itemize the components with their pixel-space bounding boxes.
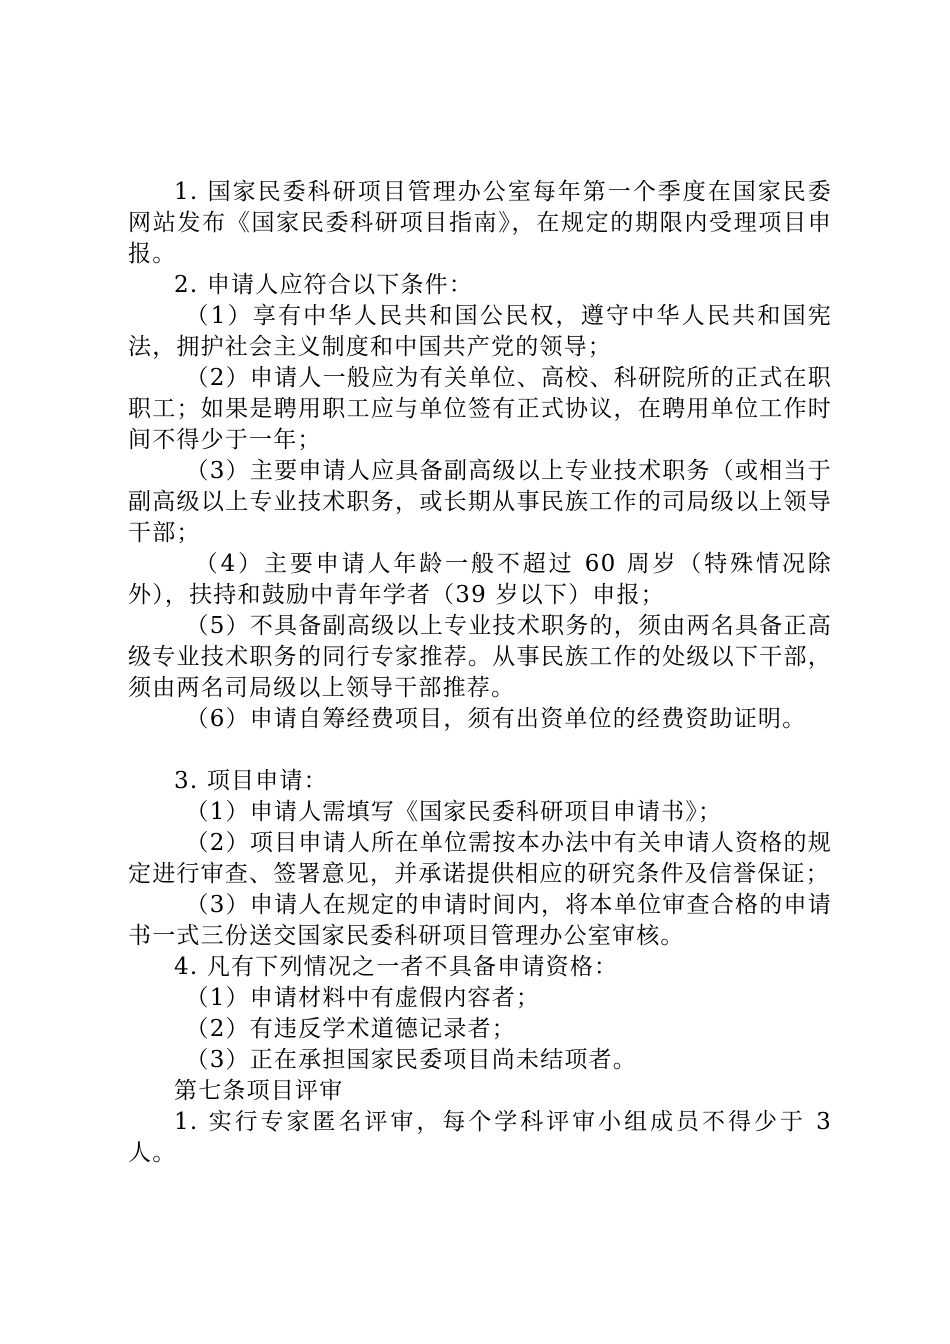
paragraph-condition-3: （3）主要申请人应具备副高级以上专业技术职务（或相当于副高级以上专业技术职务，或长期从事民族工作的司局级以上领导干部； bbox=[128, 458, 832, 546]
blank-line bbox=[128, 735, 832, 766]
paragraph-item-4-heading: 4. 凡有下列情况之一者不具备申请资格： bbox=[174, 954, 619, 980]
paragraph-application-2: （2）项目申请人所在单位需按本办法中有关申请人资格的规定进行审查、签署意见，并承诺提供相应的研究条件及信誉保证； bbox=[128, 830, 832, 887]
paragraph-ineligible-2: （2）有违反学术道德记录者； bbox=[185, 1016, 516, 1042]
paragraph-condition-6: （6）申请自筹经费项目，须有出资单位的经费资助证明。 bbox=[185, 706, 807, 732]
paragraph-item-1: 1. 国家民委科研项目管理办公室每年第一个季度在国家民委网站发布《国家民委科研项目指南》，在规定的期限内受理项目申报。 bbox=[128, 179, 832, 267]
paragraph-condition-2: （2）申请人一般应为有关单位、高校、科研院所的正式在职职工；如果是聘用职工应与单位签有正式协议，在聘用单位工作时间不得少于一年； bbox=[128, 365, 832, 453]
paragraph-review-1: 1. 实行专家匿名评审，每个学科评审小组成员不得少于 3 人。 bbox=[128, 1109, 832, 1166]
document-body bbox=[128, 177, 832, 1169]
paragraph-condition-1: （1）享有中华人民共和国公民权，遵守中华人民共和国宪法，拥护社会主义制度和中国共产党的领导； bbox=[128, 303, 832, 360]
paragraph-application-1: （1）申请人需填写《国家民委科研项目申请书》； bbox=[185, 799, 723, 825]
paragraph-item-2-heading: 2. 申请人应符合以下条件： bbox=[174, 272, 474, 298]
paragraph-application-3: （3）申请人在规定的申请时间内，将本单位审查合格的申请书一式三份送交国家民委科研项目管理办公室审核。 bbox=[128, 892, 832, 949]
paragraph-ineligible-1: （1）申请材料中有虚假内容者； bbox=[185, 985, 541, 1011]
article-heading: 第七条项目评审 bbox=[174, 1078, 344, 1104]
paragraph-condition-4: （4）主要申请人年龄一般不超过 60 周岁（特殊情况除外），扶持和鼓励中青年学者（39 岁以下）申报； bbox=[128, 551, 832, 608]
paragraph-condition-5: （5）不具备副高级以上专业技术职务的，须由两名具备正高级专业技术职务的同行专家推荐。从事民族工作的处级以下干部，须由两名司局级以上领导干部推荐。 bbox=[128, 613, 832, 701]
paragraph-ineligible-3: （3）正在承担国家民委项目尚未结项者。 bbox=[185, 1047, 637, 1073]
paragraph-item-3-heading: 3. 项目申请： bbox=[174, 768, 328, 794]
